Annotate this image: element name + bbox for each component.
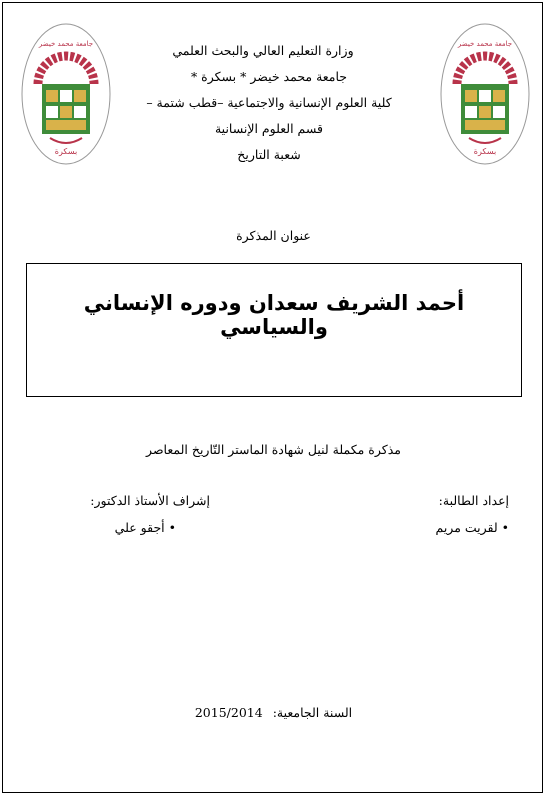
memo-title-caption: عنوان المذكرة (236, 228, 311, 243)
supervisor-label: إشراف الأستاذ الدكتور: (90, 493, 210, 508)
university-line: جامعة محمد خيضر * بسكرة * (190, 69, 348, 84)
academic-year-label: السنة الجامعية: (272, 705, 353, 720)
memo-title: أحمد الشريف سعدان ودوره الإنساني والسياسي (83, 291, 465, 339)
university-seal-right (439, 22, 531, 166)
prepared-by-label: إعداد الطالبة: (438, 493, 509, 508)
branch-line: شعبة التاريخ (237, 147, 301, 162)
svg-text:جامعة محمد خيضر: جامعة محمد خيضر (457, 40, 513, 48)
svg-text:جامعة محمد خيضر: جامعة محمد خيضر (38, 40, 94, 48)
faculty-line: كلية العلوم الإنسانية والاجتماعية –قطب شتمة – (146, 95, 392, 110)
title-box (26, 263, 522, 397)
department-line: قسم العلوم الإنسانية (214, 121, 324, 136)
academic-year (0, 705, 547, 720)
svg-text:بسكرة: بسكرة (473, 147, 497, 156)
university-seal-left (20, 22, 112, 166)
ministry-line: وزارة التعليم العالي والبحث العلمي (172, 43, 354, 58)
svg-text:بسكرة: بسكرة (54, 147, 78, 156)
student-name: • لقريت مريم (435, 520, 509, 535)
institution-header (110, 38, 428, 168)
supervisor-name: • أجقو علي (114, 520, 176, 535)
academic-year-value: 2015/2014 (194, 705, 263, 720)
degree-subtitle: مذكرة مكملة لنيل شهادة الماستر التّاريخ المعاصر (146, 442, 401, 457)
